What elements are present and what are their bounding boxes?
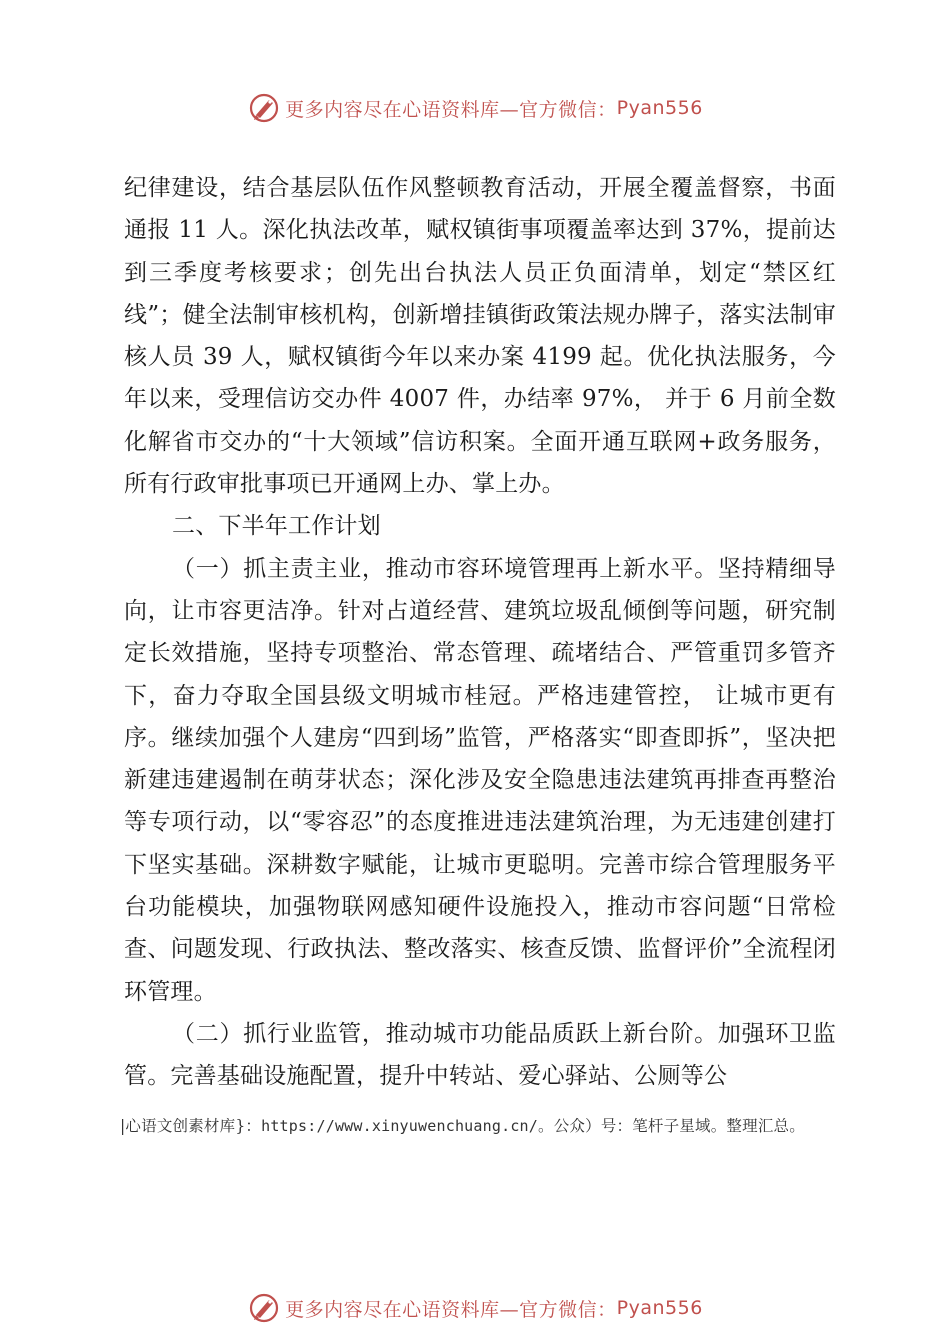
header-banner-text: 更多内容尽在心语资料库—官方微信： bbox=[285, 98, 617, 121]
header-banner-wechat-id: Pyan556 bbox=[616, 97, 703, 119]
paragraph-city-appearance: （一）抓主责主业，推动市容环境管理再上新水平。坚持精细导向，让市容更洁净。针对占道经营、建筑垃圾乱倾倒等问题，研究制定长效措施，坚持专项整治、常态管理、疏堵结合、严管重罚多管齐下，奋力夺取全国县级文明城市桂冠。严格违建管控， 让城市更有序。继续加强个人建房“四到场”监管，严格落实“即查即拆”，坚决把新建违建遏制在萌芽状态；深化涉及安全隐患违法建筑再排查再整治等专项行动，以“零容忍”的态度推进违法建筑治理，为无违建创建打下坚实基础。深耕数字赋能，让城市更聪明。完善市综合管理服务平台功能模块，加强物联网感知硬件设施投入，推动市容问题“日常检查、问题发现、行政执法、整改落实、核查反馈、监督评价”全流程闭环管理。 bbox=[124, 555, 836, 1005]
document-body bbox=[124, 167, 836, 1098]
source-note-prefix: |心语文创素材库}： bbox=[120, 1117, 262, 1135]
paragraph-industry-supervision: （二）抓行业监管，推动城市功能品质跃上新台阶。加强环卫监管。完善基础设施配置，提升中转站、爱心驿站、公厕等公 bbox=[124, 1020, 836, 1090]
footer-banner bbox=[0, 1288, 950, 1328]
pen-nib-logo-icon bbox=[247, 1291, 281, 1325]
footer-banner-wechat-id: Pyan556 bbox=[616, 1297, 703, 1319]
section-heading-h2-plan: 二、下半年工作计划 bbox=[172, 513, 381, 540]
pen-nib-logo-icon bbox=[247, 91, 281, 125]
header-banner bbox=[0, 88, 950, 128]
source-note bbox=[120, 1114, 840, 1136]
source-note-suffix: 。公众）号：笔杆子星域。整理汇总。 bbox=[538, 1117, 805, 1135]
footer-banner-text: 更多内容尽在心语资料库—官方微信： bbox=[285, 1298, 617, 1321]
paragraph-discipline: 纪律建设，结合基层队伍作风整顿教育活动，开展全覆盖督察，书面通报 11 人。深化执法改革，赋权镇街事项覆盖率达到 37%，提前达到三季度考核要求；创先出台执法人员正负面清单，划定“禁区红线”；健全法制审核机构，创新增挂镇街政策法规办牌子，落实法制审核人员 39 人，赋权镇街今年以来办案 4199 起。优化执法服务，今年以来，受理信访交办件 4007 件，办结率 97%， 并于 6 月前全数化解省市交办的“十大领域”信访积案。全面开通互联网+政务服务，所有行政审批事项已开通网上办、掌上办。 bbox=[124, 175, 836, 498]
source-note-url[interactable]: https://www.xinyuwenchuang.cn/ bbox=[261, 1117, 539, 1135]
